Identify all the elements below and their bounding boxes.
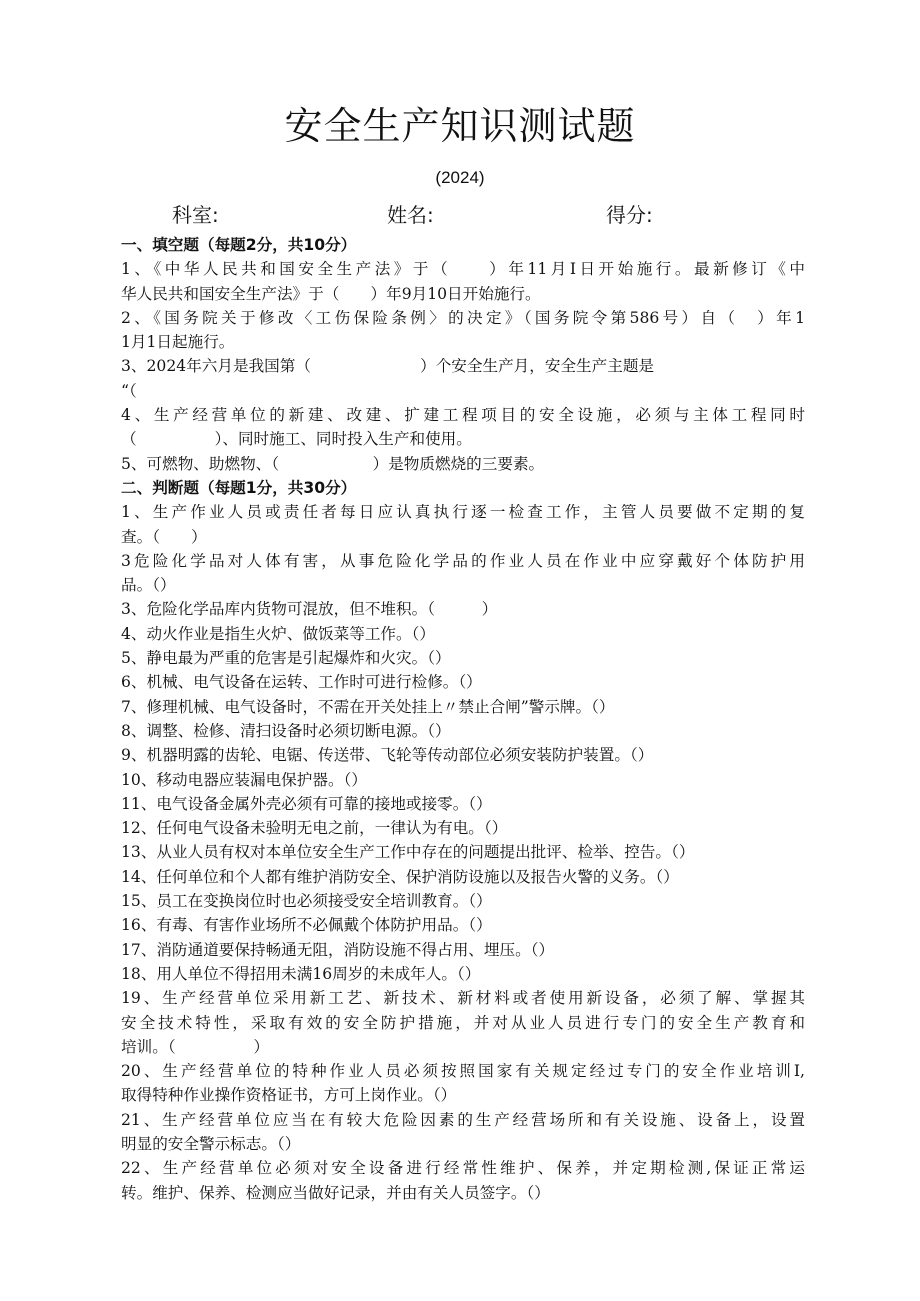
question-line: 华人民共和国安全生产法》于（ ）年9月10日开始施行。 bbox=[121, 284, 541, 303]
question-line: 品。（） bbox=[121, 576, 176, 595]
question-content bbox=[121, 233, 805, 1205]
question-line: 20、生产经营单位的特种作业人员必须按照国家有关规定经过专门的安全作业培训I, bbox=[121, 1062, 805, 1081]
question-line: 14、任何单位和个人都有维护消防安全、保护消防设施以及报告火警的义务。（） bbox=[121, 867, 679, 886]
question-line: 4、生产经营单位的新建、改建、扩建工程项目的安全设施，必须与主体工程同时 bbox=[121, 406, 805, 425]
question-line: 8、调整、检修、清扫设备时必须切断电源。（） bbox=[121, 721, 451, 740]
question-line: 查。（ ） bbox=[121, 527, 207, 546]
question-line: 11、电气设备金属外壳必须有可靠的接地或接零。（） bbox=[121, 794, 492, 813]
question-line: （ ）、同时施工、同时投入生产和使用。 bbox=[121, 430, 472, 449]
question-line: 5、可燃物、助燃物、（ ）是物质燃烧的三要素。 bbox=[121, 454, 545, 473]
question-line: 取得特种作业操作资格证书，方可上岗作业。（） bbox=[121, 1086, 457, 1105]
question-line: 9、机器明露的齿轮、电锯、传送带、飞轮等传动部位必须安装防护装置。（） bbox=[121, 746, 654, 765]
question-line: 16、有毒、有害作业场所不必佩戴个体防护用品。（） bbox=[121, 916, 492, 935]
question-line: 1月1日起施行。 bbox=[121, 333, 235, 352]
question-line: 1、《中华人民共和国安全生产法》于（ ）年11月I日开始施行。最新修订《中 bbox=[121, 260, 805, 279]
page-title: 安全生产知识测试题 bbox=[284, 104, 636, 148]
question-line: 转。维护、保养、检测应当做好记录，并由有关人员签字。（） bbox=[121, 1183, 550, 1202]
question-line: 1、生产作业人员或责任者每日应认真执行逐一检查工作，主管人员要做不定期的复 bbox=[121, 503, 805, 522]
question-line: 5、静电最为严重的危害是引起爆炸和火灾。（） bbox=[121, 649, 451, 668]
question-line: 明显的安全警示标志。（） bbox=[121, 1134, 301, 1153]
question-line: 安全技术特性，采取有效的安全防护措施，并对从业人员进行专门的安全生产教育和 bbox=[121, 1013, 805, 1032]
question-line: 7、修理机械、电气设备时，不需在开关处挂上〃禁止合闸”警示牌。（） bbox=[121, 697, 615, 716]
question-line: 6、机械、电气设备在运转、工作时可进行检修。（） bbox=[121, 673, 482, 692]
section-heading: 一、填空题（每题2分，共10分） bbox=[121, 236, 357, 254]
section-heading: 二、判断题（每题1分，共30分） bbox=[121, 478, 357, 497]
question-line: 12、任何电气设备未验明无电之前，一律认为有电。（） bbox=[121, 819, 508, 838]
question-line: 18、用人单位不得招用未满16周岁的未成年人。（） bbox=[121, 964, 481, 983]
score-field-label: 得分: bbox=[606, 203, 653, 227]
question-line: “（ bbox=[121, 381, 137, 400]
question-line: 21、生产经营单位应当在有较大危险因素的生产经营场所和有关设施、设备上，设置 bbox=[121, 1110, 805, 1129]
question-line: 3、2024年六月是我国第（ ）个安全生产月，安全生产主题是 bbox=[121, 357, 655, 376]
question-line: 10、移动电器应装漏电保护器。（） bbox=[121, 770, 367, 789]
question-line: 3、危险化学品库内货物可混放，但不堆积。（ ） bbox=[121, 600, 498, 619]
question-line: 17、消防通道要保持畅通无阻，消防设施不得占用、埋压。（） bbox=[121, 940, 555, 959]
question-line: 4、动火作业是指生火炉、做饭菜等工作。（） bbox=[121, 624, 435, 643]
question-line: 19、生产经营单位采用新工艺、新技术、新材料或者使用新设备，必须了解、掌握其 bbox=[121, 989, 805, 1008]
question-line: 培训。（ ） bbox=[121, 1037, 270, 1056]
info-row bbox=[0, 200, 920, 230]
question-line: 15、员工在变换岗位时也必须接受安全培训教育。（） bbox=[121, 892, 492, 911]
question-line: 22、生产经营单位必须对安全设备进行经常性维护、保养，并定期检测,保证正常运 bbox=[121, 1159, 805, 1178]
question-line: 3危险化学品对人体有害，从事危险化学品的作业人员在作业中应穿戴好个体防护用 bbox=[121, 551, 805, 570]
dept-field-label: 科室: bbox=[172, 203, 219, 227]
question-line: 2、《国务院关于修改〈工伤保险条例〉的决定》（国务院令第586号）自（ ）年1 bbox=[121, 308, 805, 327]
question-line: 13、从业人员有权对本单位安全生产工作中存在的问题提出批评、检举、控告。（） bbox=[121, 843, 695, 862]
name-field-label: 姓名: bbox=[387, 203, 434, 227]
year-label: (2024) bbox=[435, 168, 485, 187]
